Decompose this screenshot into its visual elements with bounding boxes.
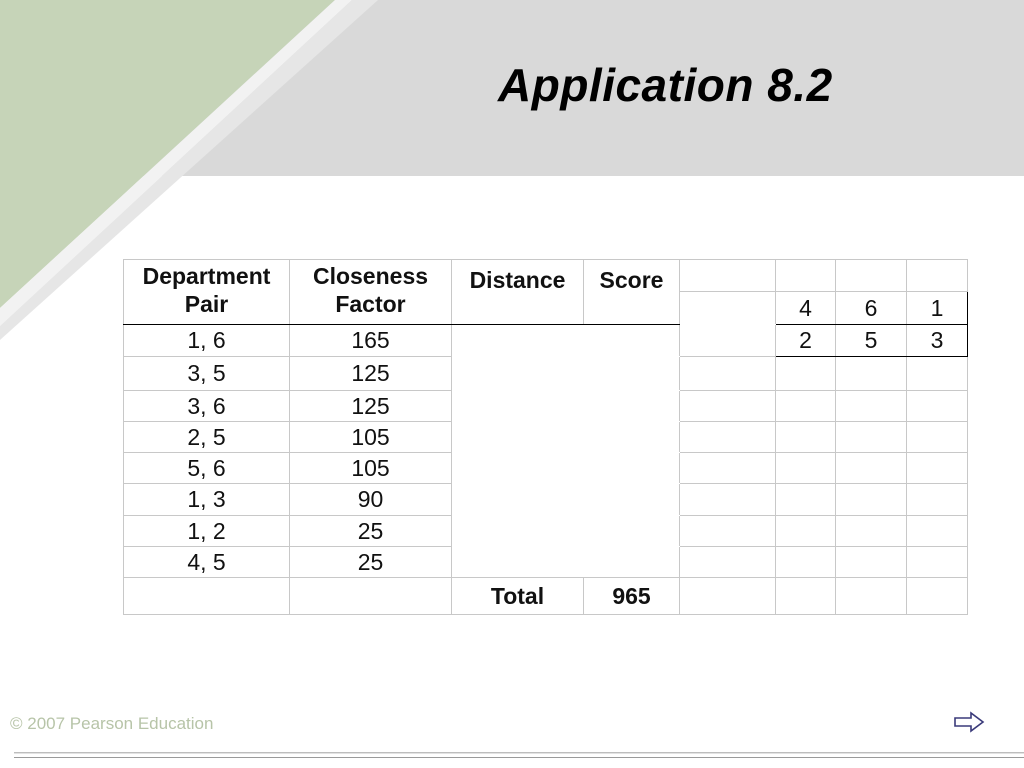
footer-divider [14, 752, 1024, 754]
blank-cell [907, 422, 968, 453]
blank-cell [907, 516, 968, 547]
blank-cell [680, 516, 776, 547]
copyright-text: © 2007 Pearson Education [10, 714, 214, 733]
department-pair-table [123, 259, 968, 615]
blank-cell [680, 578, 776, 615]
score-cell [584, 516, 680, 547]
blank-cell [836, 357, 907, 391]
factor-cell: 25 [290, 547, 452, 578]
score-cell [584, 391, 680, 422]
blank-cell [836, 422, 907, 453]
distance-cell [452, 453, 584, 484]
blank-cell [907, 484, 968, 516]
blank-cell [680, 260, 776, 292]
blank-cell [776, 391, 836, 422]
pair-cell: 3, 5 [124, 357, 290, 391]
pair-cell: 2, 5 [124, 422, 290, 453]
layout-cell: 1 [907, 292, 968, 325]
pair-cell: 5, 6 [124, 453, 290, 484]
blank-cell [776, 484, 836, 516]
score-cell [584, 357, 680, 391]
blank-cell [680, 357, 776, 391]
score-cell [584, 484, 680, 516]
factor-cell: 105 [290, 422, 452, 453]
blank-cell [680, 547, 776, 578]
blank-cell [680, 391, 776, 422]
blank-cell [836, 260, 907, 292]
layout-cell: 6 [836, 292, 907, 325]
blank-cell [680, 484, 776, 516]
factor-cell: 25 [290, 516, 452, 547]
score-cell [584, 547, 680, 578]
total-label: Total [452, 578, 584, 615]
factor-cell: 105 [290, 453, 452, 484]
score-cell [584, 325, 680, 357]
layout-cell: 4 [776, 292, 836, 325]
blank-cell [776, 422, 836, 453]
header-distance: Distance [452, 260, 584, 325]
slide-title: Application 8.2 [498, 59, 833, 111]
distance-cell [452, 422, 584, 453]
blank-cell [907, 260, 968, 292]
pair-cell: 3, 6 [124, 391, 290, 422]
distance-cell [452, 325, 584, 357]
blank-cell [680, 292, 776, 325]
blank-cell [776, 547, 836, 578]
distance-cell [452, 484, 584, 516]
layout-cell: 3 [907, 325, 968, 357]
blank-cell [836, 547, 907, 578]
pair-cell: 4, 5 [124, 547, 290, 578]
blank-cell [776, 453, 836, 484]
pair-cell: 1, 3 [124, 484, 290, 516]
header-score: Score [584, 260, 680, 325]
blank-cell [776, 578, 836, 615]
layout-cell: 5 [836, 325, 907, 357]
distance-cell [452, 547, 584, 578]
score-cell [584, 422, 680, 453]
blank-cell [836, 578, 907, 615]
layout-cell: 2 [776, 325, 836, 357]
factor-cell: 90 [290, 484, 452, 516]
blank-cell [680, 325, 776, 357]
blank-cell [680, 453, 776, 484]
blank-cell [836, 516, 907, 547]
footer-divider [14, 757, 1024, 758]
blank-cell [776, 260, 836, 292]
blank-cell [124, 578, 290, 615]
blank-cell [907, 391, 968, 422]
right-arrow-icon[interactable] [953, 711, 985, 733]
distance-cell [452, 357, 584, 391]
blank-cell [907, 357, 968, 391]
blank-cell [907, 453, 968, 484]
blank-cell [907, 547, 968, 578]
score-cell [584, 453, 680, 484]
factor-cell: 165 [290, 325, 452, 357]
distance-cell [452, 516, 584, 547]
blank-cell [776, 357, 836, 391]
distance-cell [452, 391, 584, 422]
blank-cell [290, 578, 452, 615]
total-value: 965 [584, 578, 680, 615]
blank-cell [680, 422, 776, 453]
header-department-pair: Department Pair [124, 260, 290, 325]
pair-cell: 1, 6 [124, 325, 290, 357]
pair-cell: 1, 2 [124, 516, 290, 547]
header-closeness-factor: Closeness Factor [290, 260, 452, 325]
factor-cell: 125 [290, 357, 452, 391]
blank-cell [836, 453, 907, 484]
factor-cell: 125 [290, 391, 452, 422]
blank-cell [907, 578, 968, 615]
blank-cell [776, 516, 836, 547]
blank-cell [836, 484, 907, 516]
blank-cell [836, 391, 907, 422]
